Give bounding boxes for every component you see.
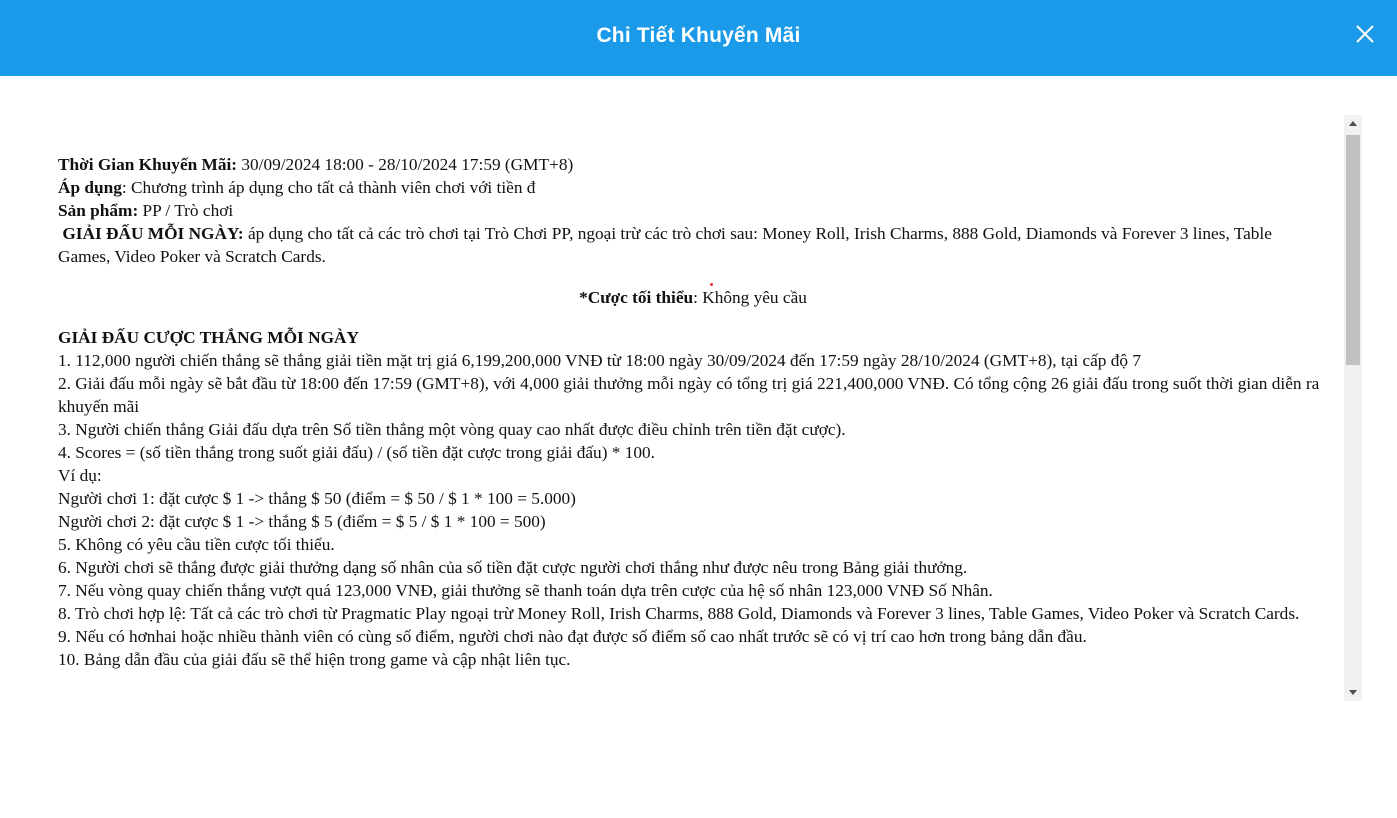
rule-line: 6. Người chơi sẽ thắng được giải thưởng dạng số nhân của số tiền đặt cược người chơi thắng như được nêu trong Bảng giải thưởng. [58, 558, 968, 577]
promo-time-line [58, 153, 1328, 176]
vertical-scrollbar[interactable] [1344, 115, 1362, 701]
scroll-thumb[interactable] [1346, 135, 1360, 365]
promotion-content [58, 153, 1328, 671]
scroll-up-arrow-icon [1344, 115, 1362, 133]
rule-line: 3. Người chiến thắng Giải đấu dựa trên Số tiền thắng một vòng quay cao nhất được điều chỉnh trên tiền đặt cược). [58, 420, 846, 439]
promo-time-value: 30/09/2024 18:00 - 28/10/2024 17:59 (GMT+8) [237, 155, 574, 174]
red-dot-marker [710, 283, 713, 286]
section-title-text: GIẢI ĐẤU CƯỢC THẮNG MỖI NGÀY [58, 328, 359, 347]
modal-title: Chi Tiết Khuyến Mãi [596, 24, 801, 47]
rule-line: Ví dụ: [58, 466, 102, 485]
close-icon [1355, 24, 1375, 44]
close-button[interactable] [1355, 24, 1375, 44]
rule-line: 9. Nếu có hơnhai hoặc nhiều thành viên có cùng số điểm, người chơi nào đạt được số điểm số cao nhất trước sẽ có vị trí cao hơn trong bảng dẫn đầu. [58, 627, 1087, 646]
daily-tournament-value: áp dụng cho tất cả các trò chơi tại Trò Chơi PP, ngoại trừ các trò chơi sau: Money Roll, Irish Charms, 888 Gold, Diamonds và Forever 3 lines, Table Games, Video Poker và Scratch Cards. [58, 224, 1272, 266]
promo-time-label: Thời Gian Khuyến Mãi: [58, 155, 238, 174]
rule-line: Người chơi 2: đặt cược $ 1 -> thắng $ 5 (điểm = $ 5 / $ 1 * 100 = 500) [58, 512, 546, 531]
product-label: Sản phẩm: [58, 201, 139, 220]
min-bet-line [58, 286, 1328, 309]
rule-line: 10. Bảng dẫn đầu của giải đấu sẽ thể hiện trong game và cập nhật liên tục. [58, 650, 571, 669]
apply-line [58, 176, 1328, 199]
daily-tournament-label: GIẢI ĐẤU MỖI NGÀY: [58, 224, 244, 243]
rule-line: Người chơi 1: đặt cược $ 1 -> thắng $ 50 (điểm = $ 50 / $ 1 * 100 = 5.000) [58, 489, 576, 508]
rule-line: 5. Không có yêu cầu tiền cược tối thiểu. [58, 535, 335, 554]
section-title [58, 326, 1328, 349]
scroll-down-button[interactable] [1344, 683, 1362, 701]
apply-value: : Chương trình áp dụng cho tất cả thành viên chơi với tiền đ [121, 178, 536, 197]
rule-line: 8. Trò chơi hợp lệ: Tất cả các trò chơi từ Pragmatic Play ngoại trừ Money Roll, Irish Charms, 888 Gold, Diamonds và Forever 3 lines, Table Games, Video Poker và Scratch Cards. [58, 604, 1300, 623]
scroll-down-arrow-icon [1344, 683, 1362, 701]
rule-line: 1. 112,000 người chiến thắng sẽ thắng giải tiền mặt trị giá 6,199,200,000 VNĐ từ 18:00 ngày 30/09/2024 đến 17:59 ngày 28/10/2024 (GMT+8), tại cấp độ 7 [58, 351, 1141, 370]
apply-label: Áp dụng [58, 178, 122, 197]
min-bet-label: *Cược tối thiểu [579, 288, 694, 307]
rule-line: 7. Nếu vòng quay chiến thắng vượt quá 123,000 VNĐ, giải thưởng sẽ thanh toán dựa trên cược của hệ số nhân 123,000 VNĐ Số Nhân. [58, 581, 993, 600]
scroll-up-button[interactable] [1344, 115, 1362, 133]
modal-header [0, 0, 1397, 76]
rule-line: 4. Scores = (số tiền thắng trong suốt giải đấu) / (số tiền đặt cược trong giải đấu) * 100. [58, 443, 655, 462]
product-value: PP / Trò chơi [138, 201, 234, 220]
product-line [58, 199, 1328, 222]
rule-line: 2. Giải đấu mỗi ngày sẽ bắt đầu từ 18:00 đến 17:59 (GMT+8), với 4,000 giải thưởng mỗi ngày có tổng trị giá 221,400,000 VNĐ. Có tổng cộng 26 giải đấu trong suốt thời gian diễn ra khuyến mãi [58, 374, 1320, 416]
promotion-content-scroll[interactable] [0, 113, 1364, 701]
min-bet-value: : Không yêu cầu [693, 288, 807, 307]
daily-tournament-line [58, 222, 1328, 268]
